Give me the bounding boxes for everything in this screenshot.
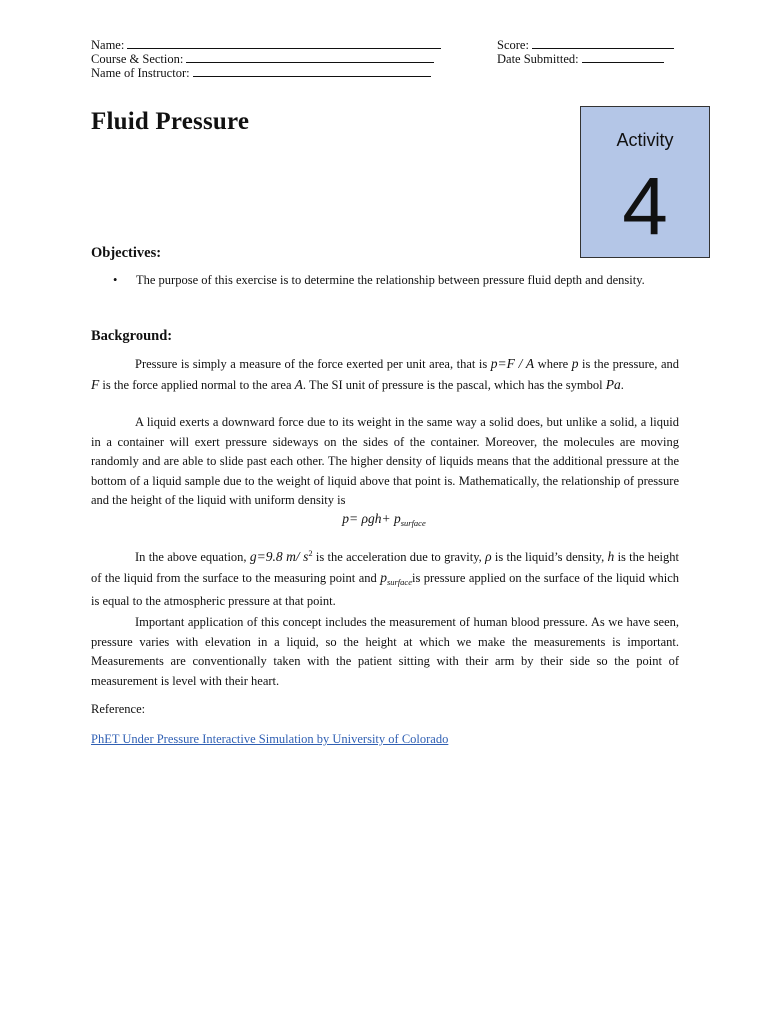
date-submitted-label: Date Submitted: (497, 52, 579, 66)
var-p: p (571, 356, 579, 371)
bullet-icon: • (113, 273, 118, 287)
score-label: Score: (497, 38, 529, 52)
p1-text-6: . (620, 377, 624, 392)
p1-text-3: is the pressure, and (578, 357, 679, 371)
background-paragraph-4 (91, 613, 679, 691)
instructor-field-row (91, 64, 431, 80)
score-blank-line (532, 36, 674, 49)
phet-simulation-link[interactable]: PhET Under Pressure Interactive Simulation by University of Colorado (91, 732, 449, 746)
instructor-label: Name of Instructor: (91, 66, 190, 80)
activity-label: Activity (616, 130, 674, 150)
var-f: F (91, 376, 100, 392)
objective-text: The purpose of this exercise is to determine the relationship between pressure fluid depth and density. (136, 273, 645, 287)
gravity-exponent: 2 (308, 548, 313, 558)
page-title: Fluid Pressure (91, 108, 250, 135)
activity-badge (580, 106, 710, 258)
background-heading: Background: (91, 328, 173, 344)
instructor-blank-line (193, 64, 431, 77)
background-paragraph-1 (91, 354, 679, 395)
surface-subscript: surface (386, 576, 412, 587)
p1-text-5: . The SI unit of pressure is the pascal, which has the symbol (302, 377, 606, 392)
p3-text-5: is pressure applied on the surface of the liquid which is equal to the atmospheric pressure at that point. (91, 570, 679, 609)
course-section-label: Course & Section: (91, 52, 184, 66)
p3-text-3: is the liquid’s density, (491, 550, 608, 564)
list-item (91, 270, 679, 290)
p1-text-4: is the force applied normal to the area (99, 377, 295, 392)
gravity-formula: g=9.8 m/ s (249, 549, 309, 564)
name-blank-line (127, 36, 441, 49)
objectives-heading: Objectives: (91, 245, 162, 261)
hydrostatic-equation (0, 511, 768, 528)
equation-main: p= ρgh+ p (342, 511, 401, 526)
date-submitted-field-row (497, 50, 664, 66)
p3-text-2: is the acceleration due to gravity, (312, 550, 486, 564)
equation-subscript: surface (400, 518, 426, 528)
p1-text-1: Pressure is simply a measure of the force exerted per unit area, that is (135, 357, 491, 371)
var-p-surface: p (380, 569, 387, 585)
var-rho: ρ (485, 549, 492, 564)
p3-text-4: is the height of the liquid from the surface to the measuring point and (91, 550, 679, 585)
name-label: Name: (91, 38, 125, 52)
p2-text: A liquid exerts a downward force due to its weight in the same way a solid does, but unlike a solid, a liquid in a container will exert pressure sideways on the sides of the container. Moreover, the molecules are moving randomly and are able to slide past each other. The higher density of liquids means that the additional pressure at the bottom of a liquid sample due to the weight of liquid above that point is. Mathematically, the relationship of pressure and the height of the liquid with uniform density is (91, 415, 679, 508)
pressure-formula: p=F / A (490, 356, 535, 371)
p4-text: Important application of this concept includes the measurement of human blood pressure. As we have seen, pressure varies with elevation in a liquid, so the height at which we make the measurements is important. Measurements are conventionally taken with the patient sitting with their arm by their side so the point of measurement is level with their heart. (91, 615, 679, 688)
var-h: h (607, 549, 615, 564)
activity-number: 4 (622, 161, 668, 252)
background-paragraph-2 (91, 413, 679, 511)
background-paragraph-3 (91, 544, 679, 612)
var-pa: Pa (605, 376, 621, 392)
objectives-list (91, 270, 679, 290)
date-submitted-blank-line (582, 50, 664, 63)
reference-label: Reference: (91, 702, 146, 716)
p1-text-2: where (534, 357, 572, 371)
p3-text-1: In the above equation, (135, 550, 250, 564)
course-section-blank-line (186, 50, 434, 63)
var-a: A (294, 376, 303, 392)
